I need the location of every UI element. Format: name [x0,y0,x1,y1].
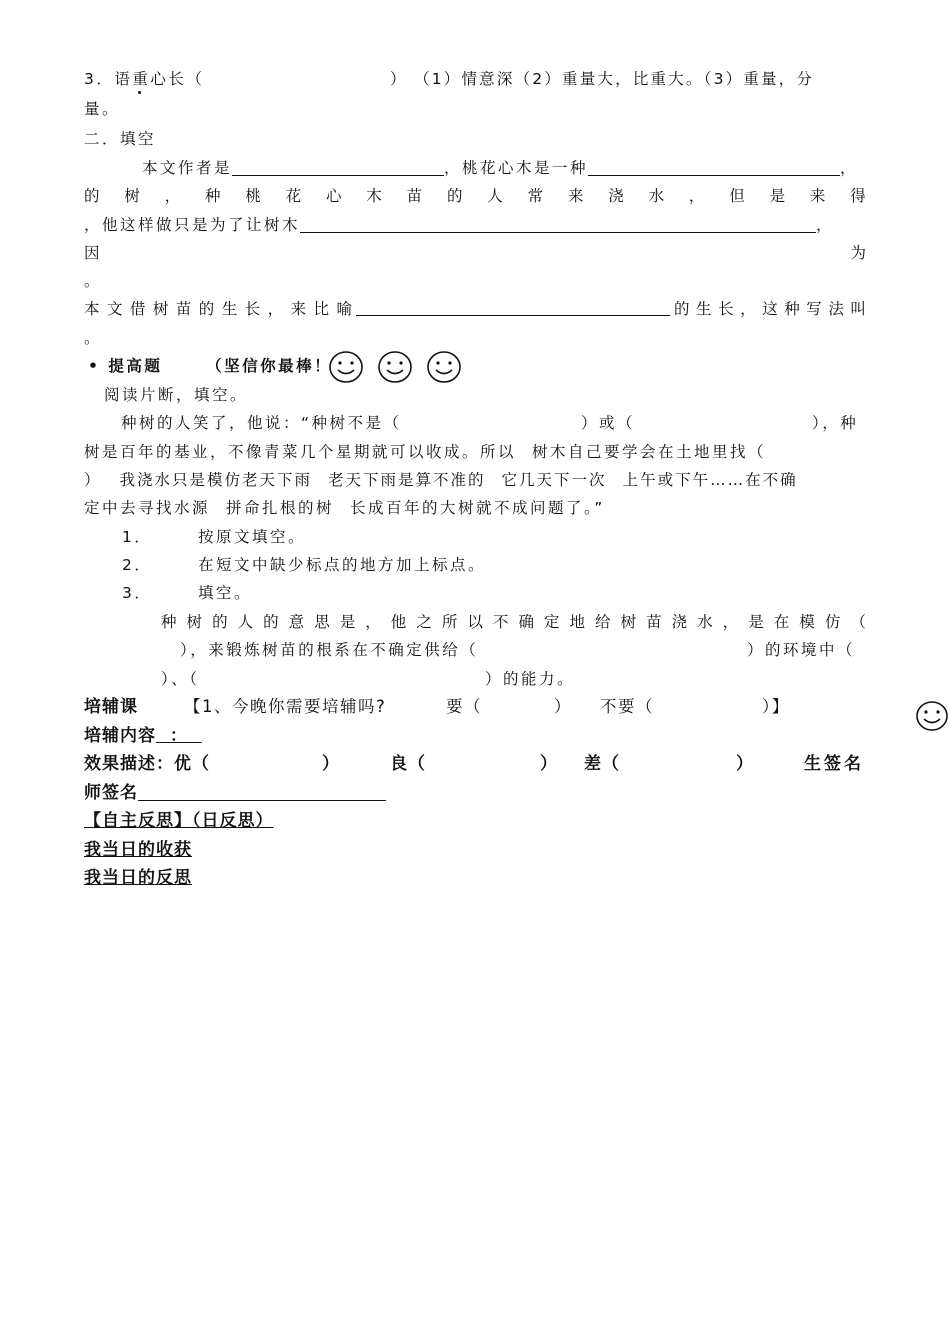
q3-line-2: 量。 [84,100,121,118]
fill-line-3: ，他这样做只是为了让树木 ， [84,216,835,234]
smiley-face-icon [915,700,949,732]
reading-instruction: 阅读片断，填空。 [104,386,249,404]
effect-poor[interactable]: 差（ [584,754,620,774]
task-2: 2． 在短文中缺少标点的地方加上标点。 [122,556,487,574]
fill-blank-metaphor[interactable] [356,296,670,316]
task3-line-2: ），来锻炼树苗的根系在不确定供给（ [180,641,479,659]
reading-line-2: 树是百年的基业，不像青菜几个星期就可以收成。所以 树木自己要学会在土地里找（ [84,443,767,461]
effect-good[interactable]: 良（ [390,754,426,774]
smiley-face-icon [328,350,364,384]
fill-line-5: 。 [84,272,103,290]
task-3: 3． 填空。 [122,584,253,602]
fill-line-4: 因 为 [84,244,866,262]
tutoring-label: 培辅课 [84,697,138,717]
tutoring-yes-option[interactable]: 要（ ） [446,697,572,716]
q3-number: 3． [84,70,115,88]
bullet-icon: • [88,357,101,375]
teacher-signature: 师签名 [84,780,866,806]
fill-blank-purpose[interactable] [300,215,816,233]
tutoring-content-field[interactable]: ： [169,726,188,746]
effect-row: 效果描述：优（ [84,754,210,774]
reflection-gain: 我当日的收获 [84,840,192,860]
advanced-title: 提高题 [108,357,163,375]
fill-blank-author[interactable] [232,158,444,176]
task3-line-2-tail: ）的环境中（ [747,641,856,659]
task-1: 1． 按原文填空。 [122,528,307,546]
advanced-header [88,353,870,379]
q3-definitions: （1）情意深（2）重量大，比重大。（3）重量，分 [414,70,815,88]
smiley-face-icon [377,350,413,384]
task3-line-3: ）、（ [161,670,200,688]
reading-line-1: 种树的人笑了，他说：“种树不是（ [121,414,402,432]
fill-line-2: 的 树 ， 种 桃 花 心 木 苗 的 人 常 来 浇 水 ， 但 是 来 得 [84,187,866,205]
reading-line-3: ） 我浇水只是模仿老天下雨 老天下雨是算不准的 它几天下一次 上午或下午……在不确 [84,471,798,489]
teacher-signature-field[interactable] [138,781,386,801]
fill-line-7: 。 [84,329,103,347]
fill-blank-tree-type[interactable] [588,158,840,176]
tutoring-question: 【1、今晚你需要培辅吗? [184,697,387,716]
smiley-face-icon [426,350,462,384]
task3-line-3-tail: ）的能力。 [485,670,576,688]
reflection-reflect: 我当日的反思 [84,868,192,888]
tutoring-no-option[interactable]: 不要（ ）】 [600,697,790,716]
reading-line-4: 定中去寻找水源 拼命扎根的树 长成百年的大树就不成问题了。” [84,499,605,517]
student-signature: 生签名 [804,754,864,774]
advanced-motto: （坚信你最棒！ [206,357,333,375]
emphasis-dot-icon [138,91,141,94]
task3-line-1: 种 树 的 人 的 意 思 是 ， 他 之 所 以 不 确 定 地 给 树 苗 浇 水 ， 是 在 模 仿 （ [161,613,866,631]
fill-line-1: 本文作者是 ，桃花心木是一种 ， [142,159,859,177]
effect-poor-close[interactable]: ） [736,754,754,774]
reading-blank-1-close: ）或（ [581,414,636,432]
section-title-fill: 二．填空 [84,130,157,148]
reflection-title: 【自主反思】（日反思） [84,811,274,831]
q3-word-c: 心长（ [150,70,205,88]
fill-line-6: 本 文 借 树 苗 的 生 长 ， 来 比 喻 的 生 长 ， 这 种 写 法 叫 [84,296,866,322]
tutoring-content: 培辅内容 ： [84,723,866,749]
q3-word-b-dotted: 重 [132,70,150,88]
reading-blank-2-close: ），种 [812,414,859,432]
q3-word-a: 语 [114,70,133,88]
q3-answer-close: ） [390,70,409,88]
effect-excellent-close[interactable]: ） [322,754,340,774]
effect-good-close[interactable]: ） [540,754,558,774]
